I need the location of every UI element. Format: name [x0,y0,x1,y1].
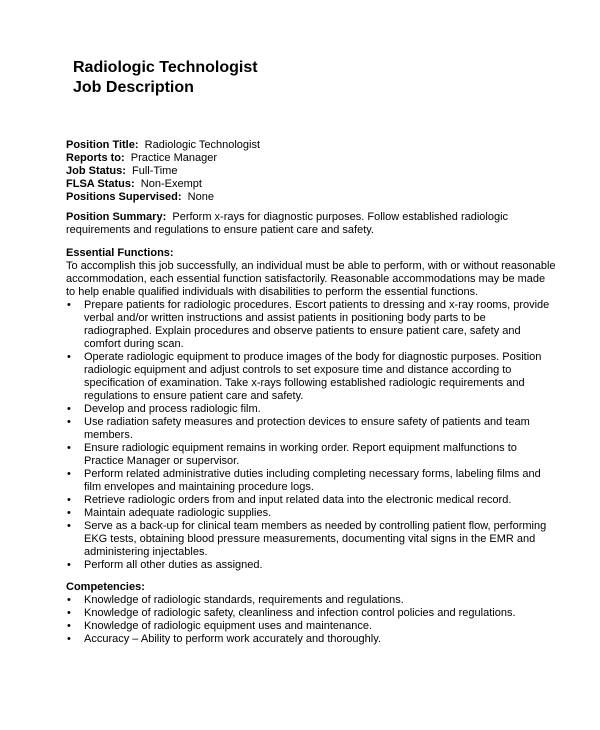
competencies-list [66,594,556,646]
info-row-positions-supervised [66,191,556,204]
info-value: Full-Time [132,165,178,177]
list-item [66,299,556,351]
info-row-reports-to [66,152,556,165]
document-body [66,139,556,646]
essential-functions-heading: Essential Functions: [66,247,174,259]
list-item [66,507,556,520]
bullet-icon: • [67,559,71,571]
bullet-icon: • [67,468,71,480]
list-item [66,403,556,416]
info-value: Practice Manager [130,152,218,164]
competencies-section [66,581,556,646]
list-item [66,442,556,468]
bullet-icon: • [67,520,71,532]
summary-text: Perform x-rays for diagnostic purposes. Follow established radiologic requirements and regulations to ensure patient care and safety. [66,211,509,236]
list-item-text: Develop and process radiologic film. [84,403,261,415]
list-item [66,594,556,607]
list-item [66,520,556,559]
bullet-icon: • [67,299,71,311]
competencies-heading: Competencies: [66,581,145,593]
bullet-icon: • [67,607,71,619]
list-item-text: Retrieve radiologic orders from and input related data into the electronic medical record. [84,494,512,506]
list-item [66,468,556,494]
list-item-text: Knowledge of radiologic standards, requirements and regulations. [84,594,404,606]
spacer [66,572,556,581]
bullet-icon: • [67,442,71,454]
info-label: Reports to: [66,152,125,164]
bullet-icon: • [67,594,71,606]
info-value: None [187,191,214,203]
title-line-1: Radiologic Technologist [73,59,258,76]
info-label: FLSA Status: [66,178,135,190]
info-label: Position Title: [66,139,139,151]
list-item [66,559,556,572]
info-row-job-status [66,165,556,178]
info-row-flsa-status [66,178,556,191]
info-value: Non-Exempt [140,178,202,190]
title-line-2: Job Description [73,79,194,96]
list-item [66,494,556,507]
list-item-text: Knowledge of radiologic safety, cleanliness and infection control policies and regulations. [84,607,516,619]
essential-functions-section [66,247,556,572]
list-item [66,607,556,620]
list-item-text: Prepare patients for radiologic procedures. Escort patients to dressing and x-ray rooms, provide verbal and/or written instructions and assist patients in positioning body parts to be radiographed. Explain procedures and observe patients to ensure patient care, safety and comfort during scan. [84,299,550,350]
position-summary [66,211,556,237]
bullet-icon: • [67,403,71,415]
list-item [66,351,556,403]
bullet-icon: • [67,494,71,506]
bullet-icon: • [67,633,71,645]
list-item-text: Accuracy – Ability to perform work accurately and thoroughly. [84,633,381,645]
spacer [66,237,556,247]
list-item-text: Operate radiologic equipment to produce images of the body for diagnostic purposes. Position radiologic equipment and adjust controls to set exposure time and distance according to specification of examination. Take x-rays following established radiologic requirements and regulations to ensure patient care and safety. [84,351,542,402]
info-label: Job Status: [66,165,126,177]
info-label: Positions Supervised: [66,191,182,203]
spacer [66,204,556,211]
bullet-icon: • [67,416,71,428]
info-row-position-title [66,139,556,152]
essential-functions-list [66,299,556,572]
essential-functions-intro: To accomplish this job successfully, an individual must be able to perform, with or without reasonable accommodation, each essential function satisfactorily. Reasonable accommodations may be made to help enable qualified individuals with disabilities to perform the essential functions. [66,260,556,298]
list-item [66,633,556,646]
bullet-icon: • [67,507,71,519]
list-item-text: Ensure radiologic equipment remains in working order. Report equipment malfunctions to Practice Manager or supervisor. [84,442,517,467]
list-item [66,416,556,442]
list-item-text: Use radiation safety measures and protection devices to ensure safety of patients and team members. [84,416,530,441]
list-item-text: Perform all other duties as assigned. [84,559,263,571]
list-item [66,620,556,633]
list-item-text: Maintain adequate radiologic supplies. [84,507,272,519]
bullet-icon: • [67,351,71,363]
list-item-text: Perform related administrative duties including completing necessary forms, labeling films and film envelopes and maintaining procedure logs. [84,468,541,493]
info-value: Radiologic Technologist [144,139,261,151]
position-info [66,139,556,204]
summary-label: Position Summary: [66,211,167,223]
bullet-icon: • [67,620,71,632]
list-item-text: Serve as a back-up for clinical team members as needed by controlling patient flow, performing EKG tests, obtaining blood pressure measurements, documenting vital signs in the EMR and administering injectables. [84,520,547,558]
document-title [73,58,258,98]
list-item-text: Knowledge of radiologic equipment uses and maintenance. [84,620,373,632]
